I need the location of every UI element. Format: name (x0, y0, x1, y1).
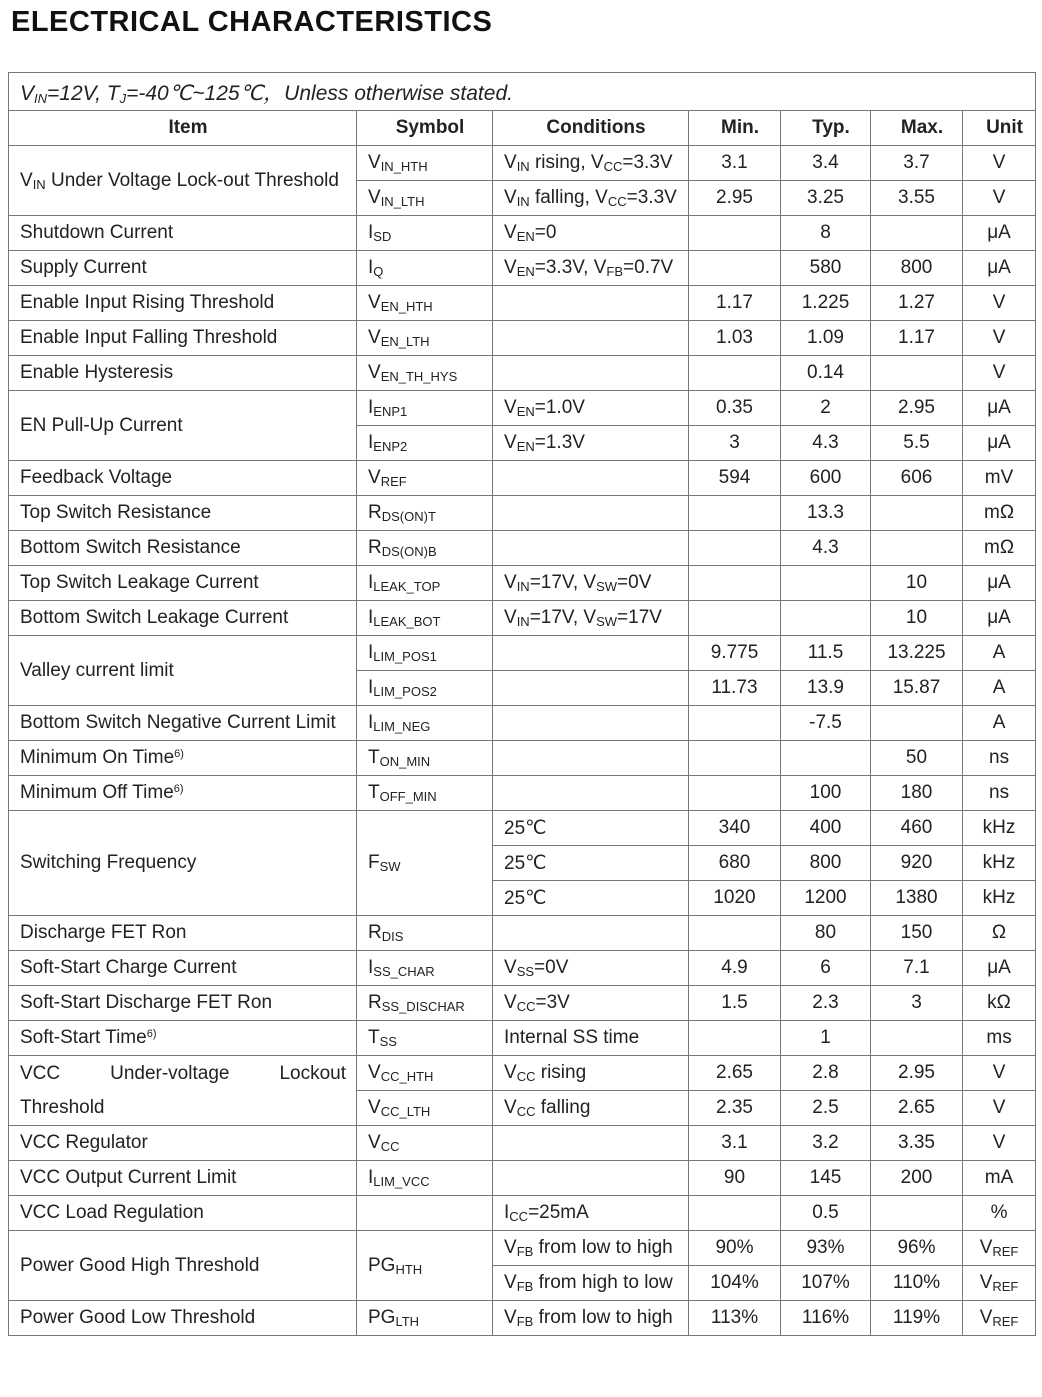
table-row (9, 636, 1036, 671)
cell-conditions (493, 496, 689, 531)
cell-item: Switching Frequency (9, 811, 357, 916)
header-item: Item (9, 111, 357, 146)
cell-symbol: $V_{EN\_LTH}$ (357, 321, 493, 356)
table-row (9, 531, 1036, 566)
table-row (9, 706, 1036, 741)
cell-max: 1.27 (871, 286, 963, 321)
cell-item: VCC Regulator (9, 1126, 357, 1161)
cell-symbol: $V_{EN\_HTH}$ (357, 286, 493, 321)
cell-typ: 2 (781, 391, 871, 426)
cell-min (689, 601, 781, 636)
cell-typ: 600 (781, 461, 871, 496)
cell-conditions: 25℃ (493, 881, 689, 916)
header-symbol: Symbol (357, 111, 493, 146)
cell-max: 2.95 (871, 1056, 963, 1091)
cell-conditions (493, 286, 689, 321)
cell-unit: kHz (963, 811, 1036, 846)
cell-max: 7.1 (871, 951, 963, 986)
cell-typ: 6 (781, 951, 871, 986)
cell-conditions (493, 776, 689, 811)
cell-min: 4.9 (689, 951, 781, 986)
cell-item: Bottom Switch Resistance (9, 531, 357, 566)
table-row (9, 1161, 1036, 1196)
cell-unit: V (963, 286, 1036, 321)
cell-conditions: $V_{FB}$ from low to high (493, 1301, 689, 1336)
cell-item: Bottom Switch Negative Current Limit (9, 706, 357, 741)
table-row (9, 146, 1036, 181)
cell-min: 3.1 (689, 146, 781, 181)
table-row (9, 251, 1036, 286)
cell-max (871, 1021, 963, 1056)
electrical-characteristics-table (8, 72, 1036, 1336)
cell-unit: ms (963, 1021, 1036, 1056)
cell-unit: % (963, 1196, 1036, 1231)
cell-max: 10 (871, 601, 963, 636)
cell-unit: mV (963, 461, 1036, 496)
cell-min (689, 741, 781, 776)
cell-conditions: $V_{CC}$ falling (493, 1091, 689, 1126)
cell-item: VCC Output Current Limit (9, 1161, 357, 1196)
cell-max (871, 216, 963, 251)
cell-max: 96% (871, 1231, 963, 1266)
cell-unit: Ω (963, 916, 1036, 951)
cell-max: 606 (871, 461, 963, 496)
cell-unit: kHz (963, 881, 1036, 916)
cell-min: 0.35 (689, 391, 781, 426)
cell-symbol: $R_{DIS}$ (357, 916, 493, 951)
cell-item: VCC Load Regulation (9, 1196, 357, 1231)
cell-typ: 116% (781, 1301, 871, 1336)
cell-min (689, 531, 781, 566)
cell-typ: 8 (781, 216, 871, 251)
cell-symbol: $I_{LIM\_VCC}$ (357, 1161, 493, 1196)
cell-min (689, 216, 781, 251)
cell-symbol: $I_{LIM\_NEG}$ (357, 706, 493, 741)
cell-conditions (493, 741, 689, 776)
cell-max (871, 1196, 963, 1231)
cell-item: Soft-Start Time$^{6)}$ (9, 1021, 357, 1056)
cell-min: 1.03 (689, 321, 781, 356)
cell-symbol: $I_{SS\_CHAR}$ (357, 951, 493, 986)
table-row (9, 1196, 1036, 1231)
cell-min (689, 1021, 781, 1056)
cell-conditions: $V_{FB}$ from low to high (493, 1231, 689, 1266)
cell-min: 104% (689, 1266, 781, 1301)
table-row (9, 1126, 1036, 1161)
cell-unit: μA (963, 216, 1036, 251)
cell-unit: kHz (963, 846, 1036, 881)
cell-conditions: $V_{EN}=0$ (493, 216, 689, 251)
cell-max: 200 (871, 1161, 963, 1196)
cell-max (871, 531, 963, 566)
cell-min (689, 496, 781, 531)
cell-typ: 3.25 (781, 181, 871, 216)
header-min: Min. (689, 111, 781, 146)
cell-unit: mA (963, 1161, 1036, 1196)
cell-max: 1380 (871, 881, 963, 916)
table-row (9, 286, 1036, 321)
cell-symbol: $V_{REF}$ (357, 461, 493, 496)
cell-max: 3.7 (871, 146, 963, 181)
cell-max: 1.17 (871, 321, 963, 356)
cell-max: 50 (871, 741, 963, 776)
cell-min (689, 916, 781, 951)
header-max: Max. (871, 111, 963, 146)
cell-max: 2.95 (871, 391, 963, 426)
cell-item: Feedback Voltage (9, 461, 357, 496)
cell-max (871, 356, 963, 391)
table-row (9, 1301, 1036, 1336)
cell-max: 3 (871, 986, 963, 1021)
conditions-note: $V_{IN}=12V$, $T_J=-40℃\sim 125℃$，Unless otherwise stated. (9, 73, 1036, 111)
cell-conditions (493, 356, 689, 391)
cell-unit: V (963, 146, 1036, 181)
header-unit: Unit (963, 111, 1036, 146)
cell-conditions (493, 531, 689, 566)
cell-typ: 13.3 (781, 496, 871, 531)
cell-symbol: $V_{IN\_LTH}$ (357, 181, 493, 216)
cell-min (689, 776, 781, 811)
cell-conditions (493, 916, 689, 951)
cell-min: 3 (689, 426, 781, 461)
cell-min: 340 (689, 811, 781, 846)
cell-unit: kΩ (963, 986, 1036, 1021)
cell-symbol: $R_{DS(ON)B}$ (357, 531, 493, 566)
cell-unit: $V_{REF}$ (963, 1301, 1036, 1336)
cell-typ: 4.3 (781, 426, 871, 461)
cell-min: 9.775 (689, 636, 781, 671)
cell-max: 110% (871, 1266, 963, 1301)
cell-min (689, 356, 781, 391)
cell-unit: V (963, 1056, 1036, 1091)
cell-max (871, 496, 963, 531)
cell-max: 10 (871, 566, 963, 601)
cell-unit: A (963, 671, 1036, 706)
cell-max: 920 (871, 846, 963, 881)
cell-conditions: $V_{IN}$ falling, $V_{CC}=3.3V$ (493, 181, 689, 216)
table-row (9, 566, 1036, 601)
cell-symbol: $I_{LEAK\_BOT}$ (357, 601, 493, 636)
section-title: ELECTRICAL CHARACTERISTICS (11, 6, 493, 38)
cell-conditions (493, 706, 689, 741)
header-conditions: Conditions (493, 111, 689, 146)
cell-item: Supply Current (9, 251, 357, 286)
cell-item: EN Pull-Up Current (9, 391, 357, 461)
cell-max: 3.55 (871, 181, 963, 216)
cell-symbol: $V_{CC\_LTH}$ (357, 1091, 493, 1126)
cell-symbol (357, 1196, 493, 1231)
cell-conditions: $V_{EN}=1.0V$ (493, 391, 689, 426)
cell-conditions: $V_{FB}$ from high to low (493, 1266, 689, 1301)
cell-typ: 100 (781, 776, 871, 811)
cell-unit: μA (963, 251, 1036, 286)
cell-symbol: $PG_{LTH}$ (357, 1301, 493, 1336)
cell-typ: 1200 (781, 881, 871, 916)
table-row (9, 496, 1036, 531)
cell-min (689, 1196, 781, 1231)
cell-max: 150 (871, 916, 963, 951)
cell-typ: 4.3 (781, 531, 871, 566)
cell-unit: V (963, 356, 1036, 391)
cell-min: 1.17 (689, 286, 781, 321)
cell-typ: 1 (781, 1021, 871, 1056)
table-row (9, 356, 1036, 391)
cell-conditions (493, 1126, 689, 1161)
cell-unit: V (963, 1126, 1036, 1161)
cell-min: 113% (689, 1301, 781, 1336)
cell-item: Enable Input Falling Threshold (9, 321, 357, 356)
cell-symbol: $R_{DS(ON)T}$ (357, 496, 493, 531)
cell-item: Minimum Off Time$^{6)}$ (9, 776, 357, 811)
cell-max: 3.35 (871, 1126, 963, 1161)
cell-min: 1.5 (689, 986, 781, 1021)
cell-max: 800 (871, 251, 963, 286)
table-row (9, 391, 1036, 426)
cell-min: 2.35 (689, 1091, 781, 1126)
cell-typ: 800 (781, 846, 871, 881)
cell-item: Minimum On Time$^{6)}$ (9, 741, 357, 776)
cell-min: 11.73 (689, 671, 781, 706)
cell-unit: V (963, 181, 1036, 216)
cell-conditions (493, 636, 689, 671)
cell-item: Enable Hysteresis (9, 356, 357, 391)
cell-unit: $V_{REF}$ (963, 1231, 1036, 1266)
conditions-row (9, 73, 1036, 111)
cell-symbol: $T_{ON\_MIN}$ (357, 741, 493, 776)
cell-item: $V_{IN}$ Under Voltage Lock-out Threshold (9, 146, 357, 216)
cell-unit: mΩ (963, 496, 1036, 531)
cell-conditions: 25℃ (493, 846, 689, 881)
cell-min: 90 (689, 1161, 781, 1196)
cell-symbol: $V_{CC}$ (357, 1126, 493, 1161)
table-row (9, 601, 1036, 636)
cell-conditions: Internal SS time (493, 1021, 689, 1056)
cell-symbol: $I_{ENP1}$ (357, 391, 493, 426)
cell-typ: 80 (781, 916, 871, 951)
cell-min: 680 (689, 846, 781, 881)
cell-typ: 93% (781, 1231, 871, 1266)
cell-unit: μA (963, 601, 1036, 636)
cell-typ (781, 601, 871, 636)
cell-min (689, 251, 781, 286)
cell-item: Power Good High Threshold (9, 1231, 357, 1301)
cell-symbol: $R_{SS\_DISCHAR}$ (357, 986, 493, 1021)
cell-item: Enable Input Rising Threshold (9, 286, 357, 321)
cell-max (871, 706, 963, 741)
cell-typ: 1.225 (781, 286, 871, 321)
table-row (9, 986, 1036, 1021)
cell-unit: mΩ (963, 531, 1036, 566)
table-row (9, 776, 1036, 811)
cell-conditions (493, 1161, 689, 1196)
cell-max: 5.5 (871, 426, 963, 461)
cell-item: Soft-Start Charge Current (9, 951, 357, 986)
cell-symbol: $I_{SD}$ (357, 216, 493, 251)
cell-symbol: $V_{EN\_TH\_HYS}$ (357, 356, 493, 391)
cell-typ: 580 (781, 251, 871, 286)
cell-item: Valley current limit (9, 636, 357, 706)
table-row (9, 321, 1036, 356)
cell-item: Shutdown Current (9, 216, 357, 251)
cell-min: 3.1 (689, 1126, 781, 1161)
table-row (9, 811, 1036, 846)
table-row (9, 741, 1036, 776)
cell-conditions: $V_{EN}=3.3V$, $V_{FB}=0.7V$ (493, 251, 689, 286)
cell-conditions: $V_{IN}$ rising, $V_{CC}=3.3V$ (493, 146, 689, 181)
cell-unit: V (963, 321, 1036, 356)
cell-unit: A (963, 636, 1036, 671)
cell-typ (781, 566, 871, 601)
table-row (9, 1056, 1036, 1091)
cell-min: 2.65 (689, 1056, 781, 1091)
header-row (9, 111, 1036, 146)
cell-conditions: $V_{CC}=3V$ (493, 986, 689, 1021)
cell-symbol: $V_{IN\_HTH}$ (357, 146, 493, 181)
cell-min (689, 706, 781, 741)
table-row (9, 951, 1036, 986)
cell-symbol: $I_Q$ (357, 251, 493, 286)
cell-symbol: $T_{OFF\_MIN}$ (357, 776, 493, 811)
cell-typ: 11.5 (781, 636, 871, 671)
cell-conditions: $V_{IN}=17V$, $V_{SW}=17V$ (493, 601, 689, 636)
cell-symbol: $I_{LEAK\_TOP}$ (357, 566, 493, 601)
cell-typ: 145 (781, 1161, 871, 1196)
cell-item: Discharge FET Ron (9, 916, 357, 951)
cell-unit: μA (963, 426, 1036, 461)
cell-symbol: $PG_{HTH}$ (357, 1231, 493, 1301)
cell-typ (781, 741, 871, 776)
cell-symbol: $V_{CC\_HTH}$ (357, 1056, 493, 1091)
cell-min (689, 566, 781, 601)
cell-typ: 0.14 (781, 356, 871, 391)
cell-unit: μA (963, 566, 1036, 601)
cell-unit: μA (963, 391, 1036, 426)
cell-symbol: $I_{LIM\_POS1}$ (357, 636, 493, 671)
cell-item: Top Switch Leakage Current (9, 566, 357, 601)
cell-unit: ns (963, 776, 1036, 811)
cell-max: 119% (871, 1301, 963, 1336)
cell-conditions: 25℃ (493, 811, 689, 846)
cell-item: Bottom Switch Leakage Current (9, 601, 357, 636)
cell-symbol: $I_{ENP2}$ (357, 426, 493, 461)
cell-min: 2.95 (689, 181, 781, 216)
cell-symbol: $I_{LIM\_POS2}$ (357, 671, 493, 706)
header-typ: Typ. (781, 111, 871, 146)
cell-typ: 2.8 (781, 1056, 871, 1091)
cell-typ: 107% (781, 1266, 871, 1301)
cell-min: 1020 (689, 881, 781, 916)
table-row (9, 1021, 1036, 1056)
cell-typ: 3.4 (781, 146, 871, 181)
cell-symbol: $F_{SW}$ (357, 811, 493, 916)
cell-item: Top Switch Resistance (9, 496, 357, 531)
cell-max: 460 (871, 811, 963, 846)
cell-max: 15.87 (871, 671, 963, 706)
cell-item: VCC Under-voltage Lockout Threshold (9, 1056, 357, 1126)
table-row (9, 1231, 1036, 1266)
cell-typ: 0.5 (781, 1196, 871, 1231)
cell-typ: 13.9 (781, 671, 871, 706)
cell-max: 180 (871, 776, 963, 811)
cell-typ: -7.5 (781, 706, 871, 741)
cell-item: Soft-Start Discharge FET Ron (9, 986, 357, 1021)
cell-unit: V (963, 1091, 1036, 1126)
cell-typ: 400 (781, 811, 871, 846)
cell-conditions: $I_{CC}=25mA$ (493, 1196, 689, 1231)
table-row (9, 216, 1036, 251)
cell-unit: ns (963, 741, 1036, 776)
cell-conditions: $V_{CC}$ rising (493, 1056, 689, 1091)
cell-conditions: $V_{EN}=1.3V$ (493, 426, 689, 461)
cell-unit: μA (963, 951, 1036, 986)
cell-typ: 2.3 (781, 986, 871, 1021)
cell-conditions: $V_{SS}=0V$ (493, 951, 689, 986)
cell-typ: 3.2 (781, 1126, 871, 1161)
cell-typ: 1.09 (781, 321, 871, 356)
cell-item: Power Good Low Threshold (9, 1301, 357, 1336)
cell-unit: $V_{REF}$ (963, 1266, 1036, 1301)
cell-conditions (493, 461, 689, 496)
cell-typ: 2.5 (781, 1091, 871, 1126)
cell-conditions (493, 321, 689, 356)
table-row (9, 461, 1036, 496)
cell-symbol: $T_{SS}$ (357, 1021, 493, 1056)
cell-conditions: $V_{IN}=17V$, $V_{SW}=0V$ (493, 566, 689, 601)
cell-min: 594 (689, 461, 781, 496)
table-row (9, 916, 1036, 951)
cell-conditions (493, 671, 689, 706)
cell-max: 2.65 (871, 1091, 963, 1126)
cell-max: 13.225 (871, 636, 963, 671)
cell-min: 90% (689, 1231, 781, 1266)
cell-unit: A (963, 706, 1036, 741)
